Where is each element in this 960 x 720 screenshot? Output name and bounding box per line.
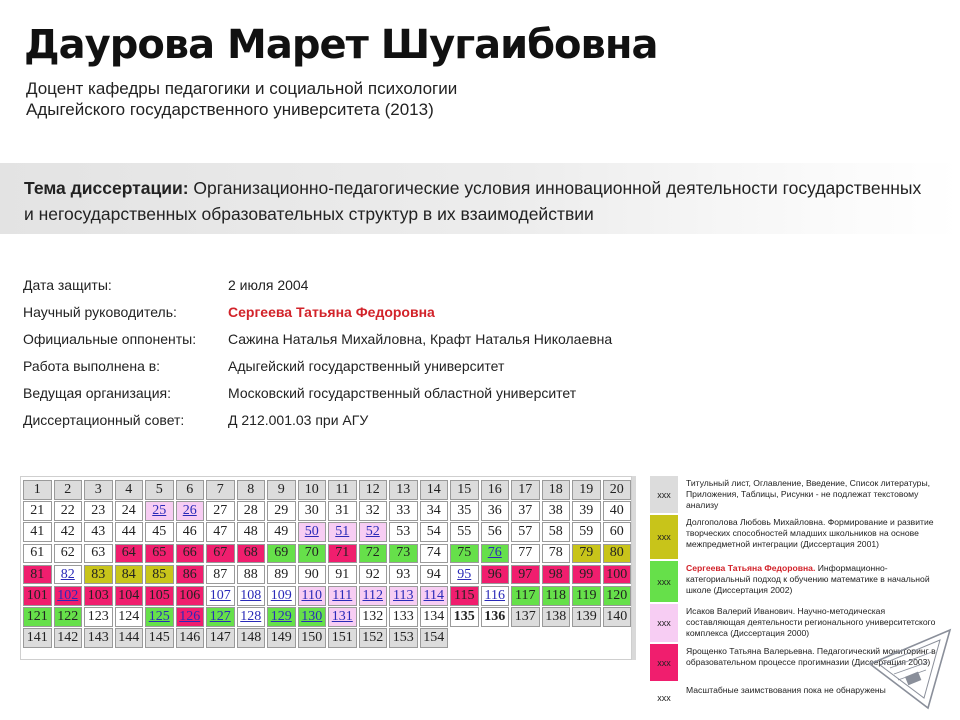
page-cell-25[interactable]: 25: [145, 501, 174, 521]
legend-swatch: xxx: [650, 515, 678, 559]
page-cell-34: 34: [420, 501, 449, 521]
page-cell-79: 79: [572, 544, 601, 564]
page-cell-69: 69: [267, 544, 296, 564]
page-cell-116[interactable]: 116: [481, 586, 510, 606]
legend-author: Сергеева Татьяна Федоровна.: [686, 563, 816, 573]
page-cell-9: 9: [267, 480, 296, 500]
legend-description: Ярощенко Татьяна Валерьевна. Педагогический мониторинг в образовательном процессе прогимназии (Диссертация 2003): [686, 646, 936, 667]
page-cell-109[interactable]: 109: [267, 586, 296, 606]
page-cell-10: 10: [298, 480, 327, 500]
page-cell-49: 49: [267, 522, 296, 542]
page-cell-117: 117: [511, 586, 540, 606]
page-cell-68: 68: [237, 544, 266, 564]
page-cell-94: 94: [420, 565, 449, 585]
page-cell-133: 133: [389, 607, 418, 627]
page-cell-57: 57: [511, 522, 540, 542]
page-cell-135: 135: [450, 607, 479, 627]
page-cell-46: 46: [176, 522, 205, 542]
page-cell-91: 91: [328, 565, 357, 585]
legend-swatch: xxx: [650, 561, 678, 602]
page-cell-129[interactable]: 129: [267, 607, 296, 627]
page-cell-37: 37: [511, 501, 540, 521]
info-label: Диссертационный совет:: [23, 412, 185, 428]
page-cell-3: 3: [84, 480, 113, 500]
page-cell-38: 38: [542, 501, 571, 521]
page-cell-21: 21: [23, 501, 52, 521]
page-cell-146: 146: [176, 628, 205, 648]
page-cell-62: 62: [54, 544, 83, 564]
topic-label: Тема диссертации:: [24, 178, 189, 198]
page-cell-140: 140: [603, 607, 632, 627]
page-cell-74: 74: [420, 544, 449, 564]
page-cell-24: 24: [115, 501, 144, 521]
page-cell-40: 40: [603, 501, 632, 521]
page-cell-82[interactable]: 82: [54, 565, 83, 585]
page-cell-15: 15: [450, 480, 479, 500]
page-cell-18: 18: [542, 480, 571, 500]
page-cell-31: 31: [328, 501, 357, 521]
page-cell-150: 150: [298, 628, 327, 648]
page-cell-70: 70: [298, 544, 327, 564]
page-cell-43: 43: [84, 522, 113, 542]
page-cell-50[interactable]: 50: [298, 522, 327, 542]
page-cell-83: 83: [84, 565, 113, 585]
page-cell-92: 92: [359, 565, 388, 585]
page-cell-90: 90: [298, 565, 327, 585]
page-cell-58: 58: [542, 522, 571, 542]
page-cell-118: 118: [542, 586, 571, 606]
page-cell-143: 143: [84, 628, 113, 648]
page-cell-95[interactable]: 95: [450, 565, 479, 585]
page-cell-144: 144: [115, 628, 144, 648]
page-cell-87: 87: [206, 565, 235, 585]
page-cell-148: 148: [237, 628, 266, 648]
page-cell-107[interactable]: 107: [206, 586, 235, 606]
legend-description: Информационно-категориальный подход к обучению математике в начальной школе (Диссертация 2002): [686, 563, 930, 595]
page-cell-73: 73: [389, 544, 418, 564]
page-cell-120: 120: [603, 586, 632, 606]
page-cell-27: 27: [206, 501, 235, 521]
page-cell-63: 63: [84, 544, 113, 564]
page-cell-66: 66: [176, 544, 205, 564]
page-cell-103: 103: [84, 586, 113, 606]
info-value: Д 212.001.03 при АГУ: [228, 412, 369, 428]
page-map-grid: [20, 476, 632, 660]
page-cell-78: 78: [542, 544, 571, 564]
page-cell-47: 47: [206, 522, 235, 542]
legend-text: [686, 563, 944, 596]
info-label: Дата защиты:: [23, 277, 112, 293]
page-cell-124: 124: [115, 607, 144, 627]
legend-description: Долгополова Любовь Михайловна. Формирование и развитие творческих способностей младших школьников на основе межпредметной интеграции (Диссертация 2001): [686, 517, 934, 549]
page-cell-119: 119: [572, 586, 601, 606]
info-value: Сажина Наталья Михайловна, Крафт Наталья Николаевна: [228, 331, 613, 347]
page-cell-23: 23: [84, 501, 113, 521]
page-cell-75: 75: [450, 544, 479, 564]
page-cell-154: 154: [420, 628, 449, 648]
info-value: Адыгейский государственный университет: [228, 358, 505, 374]
page-cell-41: 41: [23, 522, 52, 542]
page-cell-36: 36: [481, 501, 510, 521]
page-cell-136: 136: [481, 607, 510, 627]
page-cell-97: 97: [511, 565, 540, 585]
page-cell-7: 7: [206, 480, 235, 500]
page-cell-125[interactable]: 125: [145, 607, 174, 627]
page-cell-80: 80: [603, 544, 632, 564]
page-cell-114[interactable]: 114: [420, 586, 449, 606]
legend-description: Титульный лист, Оглавление, Введение, Список литературы, Приложения, Таблицы, Рисунки - не подлежат текстовому анализу: [686, 478, 931, 510]
page-cell-19: 19: [572, 480, 601, 500]
legend-swatch: xxx: [650, 683, 678, 712]
page-cell-121: 121: [23, 607, 52, 627]
page-cell-5: 5: [145, 480, 174, 500]
position-line-2: Адыгейского государственного университета (2013): [26, 100, 434, 119]
page-cell-138: 138: [542, 607, 571, 627]
page-cell-85: 85: [145, 565, 174, 585]
page-cell-147: 147: [206, 628, 235, 648]
page-cell-104: 104: [115, 586, 144, 606]
page-cell-11: 11: [328, 480, 357, 500]
page-cell-28: 28: [237, 501, 266, 521]
supervisor-name: Сергеева Татьяна Федоровна: [228, 304, 435, 320]
page-cell-134: 134: [420, 607, 449, 627]
legend-item: [650, 515, 960, 559]
legend-item: [650, 561, 960, 602]
position-line-1: Доцент кафедры педагогики и социальной психологии: [26, 79, 458, 98]
page-cell-128[interactable]: 128: [237, 607, 266, 627]
page-cell-86: 86: [176, 565, 205, 585]
page-cell-1: 1: [23, 480, 52, 500]
page-cell-81: 81: [23, 565, 52, 585]
info-label: Ведущая организация:: [23, 385, 171, 401]
page-cell-99: 99: [572, 565, 601, 585]
page-cell-60: 60: [603, 522, 632, 542]
page-cell-142: 142: [54, 628, 83, 648]
legend-text: [686, 478, 944, 511]
page-cell-100: 100: [603, 565, 632, 585]
page-cell-132: 132: [359, 607, 388, 627]
legend-divider: [632, 476, 636, 660]
page-cell-76[interactable]: 76: [481, 544, 510, 564]
page-cell-26[interactable]: 26: [176, 501, 205, 521]
legend-item: [650, 476, 960, 513]
page-cell-42: 42: [54, 522, 83, 542]
page-cell-123: 123: [84, 607, 113, 627]
page-cell-102[interactable]: 102: [54, 586, 83, 606]
page-cell-115: 115: [450, 586, 479, 606]
page-cell-151: 151: [328, 628, 357, 648]
page-cell-59: 59: [572, 522, 601, 542]
legend-description: Масштабные заимствования пока не обнаружены: [686, 685, 886, 695]
page-cell-105: 105: [145, 586, 174, 606]
page-cell-130[interactable]: 130: [298, 607, 327, 627]
page-cell-33: 33: [389, 501, 418, 521]
info-label: Научный руководитель:: [23, 304, 177, 320]
page-cell-12: 12: [359, 480, 388, 500]
page-cell-131[interactable]: 131: [328, 607, 357, 627]
page-cell-6: 6: [176, 480, 205, 500]
topic-title: Организационно-педагогические условия инновационной деятельности государственных и негосударственных образовательных структур в их взаимодействии: [24, 178, 922, 224]
legend-swatch: xxx: [650, 604, 678, 642]
page-cell-98: 98: [542, 565, 571, 585]
page-cell-17: 17: [511, 480, 540, 500]
page-cell-72: 72: [359, 544, 388, 564]
seal-stamp-icon: [866, 624, 954, 712]
page-cell-93: 93: [389, 565, 418, 585]
page-cell-71: 71: [328, 544, 357, 564]
page-cell-153: 153: [389, 628, 418, 648]
page-cell-8: 8: [237, 480, 266, 500]
dissertation-topic: [24, 175, 924, 227]
page-cell-67: 67: [206, 544, 235, 564]
page-cell-106: 106: [176, 586, 205, 606]
page-cell-64: 64: [115, 544, 144, 564]
page-cell-16: 16: [481, 480, 510, 500]
page-cell-112[interactable]: 112: [359, 586, 388, 606]
page-cell-65: 65: [145, 544, 174, 564]
page-cell-53: 53: [389, 522, 418, 542]
info-label: Официальные оппоненты:: [23, 331, 197, 347]
page-cell-20: 20: [603, 480, 632, 500]
page-cell-61: 61: [23, 544, 52, 564]
page-cell-45: 45: [145, 522, 174, 542]
page-cell-14: 14: [420, 480, 449, 500]
info-value: 2 июля 2004: [228, 277, 309, 293]
page-cell-89: 89: [267, 565, 296, 585]
page-cell-77: 77: [511, 544, 540, 564]
page-cell-54: 54: [420, 522, 449, 542]
page-cell-51[interactable]: 51: [328, 522, 357, 542]
position-text: [26, 78, 457, 120]
page-cell-35: 35: [450, 501, 479, 521]
page-cell-55: 55: [450, 522, 479, 542]
page-cell-2: 2: [54, 480, 83, 500]
page-cell-96: 96: [481, 565, 510, 585]
page-cell-84: 84: [115, 565, 144, 585]
info-label: Работа выполнена в:: [23, 358, 161, 374]
page-cell-29: 29: [267, 501, 296, 521]
legend-description: Исаков Валерий Иванович. Научно-методическая составляющая деятельности регионального университетского комплекса (Диссертация 2000): [686, 606, 936, 638]
page-cell-126[interactable]: 126: [176, 607, 205, 627]
page-cell-111[interactable]: 111: [328, 586, 357, 606]
page-cell-139: 139: [572, 607, 601, 627]
page-cell-52[interactable]: 52: [359, 522, 388, 542]
legend-swatch: xxx: [650, 476, 678, 513]
page-cell-137: 137: [511, 607, 540, 627]
page-cell-56: 56: [481, 522, 510, 542]
page-cell-30: 30: [298, 501, 327, 521]
page-cell-22: 22: [54, 501, 83, 521]
page-cell-44: 44: [115, 522, 144, 542]
person-name: Даурова Марет Шугаибовна: [24, 22, 658, 68]
legend-swatch: xxx: [650, 644, 678, 681]
info-value: Московский государственный областной университет: [228, 385, 577, 401]
page-cell-122: 122: [54, 607, 83, 627]
page-cell-127[interactable]: 127: [206, 607, 235, 627]
page-cell-113[interactable]: 113: [389, 586, 418, 606]
page-cell-141: 141: [23, 628, 52, 648]
page-cell-101: 101: [23, 586, 52, 606]
page-cell-149: 149: [267, 628, 296, 648]
page-cell-108[interactable]: 108: [237, 586, 266, 606]
page-cell-13: 13: [389, 480, 418, 500]
page-cell-48: 48: [237, 522, 266, 542]
page-cell-145: 145: [145, 628, 174, 648]
page-cell-110[interactable]: 110: [298, 586, 327, 606]
page-cell-39: 39: [572, 501, 601, 521]
page-cell-152: 152: [359, 628, 388, 648]
page-cell-32: 32: [359, 501, 388, 521]
legend-text: [686, 517, 944, 550]
page-cell-4: 4: [115, 480, 144, 500]
page-cell-88: 88: [237, 565, 266, 585]
